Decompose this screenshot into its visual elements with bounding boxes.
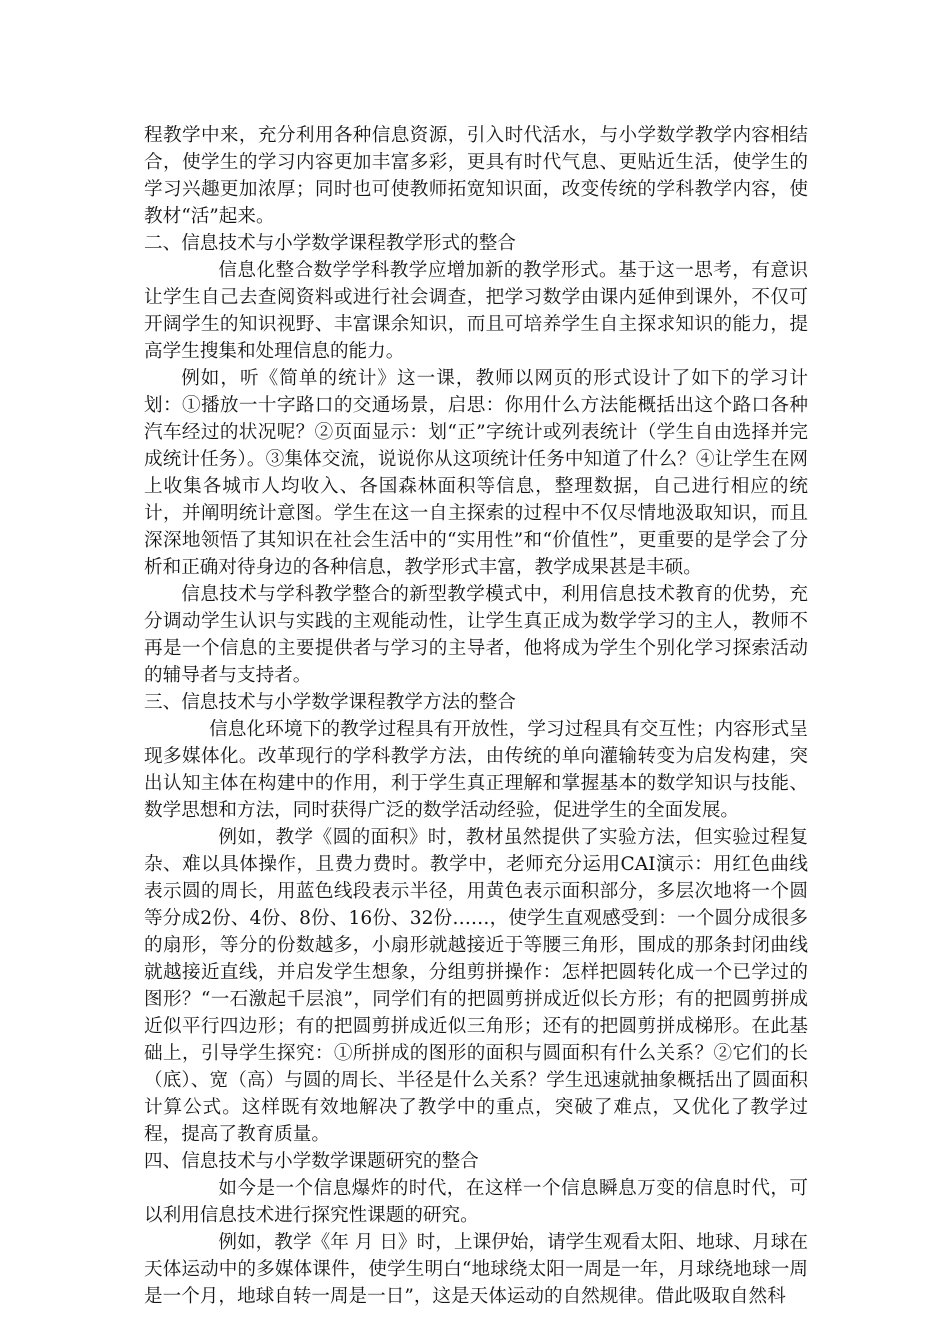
paragraph: 例如，教学《圆的面积》时，教材虽然提供了实验方法，但实验过程复杂、难以具体操作，且费力费时。教学中，老师充分运用CAI演示：用红色曲线表示圆的周长，用蓝色线段表示半径，用黄色表示面积部分，多层次地将一个圆等分成2份、4份、8份、16份、32份……，使学生直观感受到：一个圆分成很多的扇形，等分的份数越多，小扇形就越接近于等腰三角形，围成的那条封闭曲线就越接近直线，并启发学生想象，分组剪拼操作：怎样把圆转化成一个已学过的图形？“一石激起千层浪”，同学们有的把圆剪拼成近似长方形；有的把圆剪拼成近似平行四边形；有的把圆剪拼成近似三角形；还有的把圆剪拼成梯形。在此基础上，引导学生探究：①所拼成的图形的面积与圆面积有什么关系？②它们的长（底）、宽（高）与圆的周长、半径是什么关系？学生迅速就抽象概括出了圆面积计算公式。这样既有效地解决了教学中的重点，突破了难点，又优化了教学过程，提高了教育质量。	[144, 827, 808, 1145]
section-heading-2: 二、信息技术与小学数学课程教学形式的整合	[144, 233, 516, 254]
paragraph: 程教学中来，充分利用各种信息资源，引入时代活水，与小学数学教学内容相结合，使学生的学习内容更加丰富多彩，更具有时代气息、更贴近生活，使学生的学习兴趣更加浓厚；同时也可使教师拓宽知识面，改变传统的学科教学内容，使教材“活”起来。	[144, 125, 808, 227]
paragraph: 如今是一个信息爆炸的时代，在这样一个信息瞬息万变的信息时代，可以利用信息技术进行探究性课题的研究。	[144, 1178, 808, 1226]
document-page	[144, 122, 808, 1310]
paragraph: 例如，听《简单的统计》这一课，教师以网页的形式设计了如下的学习计划：①播放一十字路口的交通场景，启思：你用什么方法能概括出这个路口各种汽车经过的状况呢？②页面显示：划“正”字统计或列表统计（学生自由选择并完成统计任务）。③集体交流，说说你从这项统计任务中知道了什么？④让学生在网上收集各城市人均收入、各国森林面积等信息，整理数据，自己进行相应的统计，并阐明统计意图。学生在这一自主探索的过程中不仅尽情地汲取知识，而且深深地领悟了其知识在社会生活中的“实用性”和“价值性”，更重要的是学会了分析和正确对待身边的各种信息，教学形式丰富，教学成果甚是丰硕。	[144, 368, 808, 578]
paragraph: 信息技术与学科教学整合的新型教学模式中，利用信息技术教育的优势，充分调动学生认识与实践的主观能动性，让学生真正成为数学学习的主人，教师不再是一个信息的主要提供者与学习的主导者，他将成为学生个别化学习探索活动的辅导者与支持者。	[144, 584, 808, 686]
section-heading-4: 四、信息技术与小学数学课题研究的整合	[144, 1151, 479, 1172]
section-heading-3: 三、信息技术与小学数学课程教学方法的整合	[144, 692, 516, 713]
paragraph: 信息化整合数学学科教学应增加新的教学形式。基于这一思考，有意识让学生自己去查阅资料或进行社会调查，把学习数学由课内延伸到课外，不仅可开阔学生的知识视野、丰富课余知识，而且可培养学生自主探求知识的能力，提高学生搜集和处理信息的能力。	[144, 260, 808, 362]
paragraph: 信息化环境下的教学过程具有开放性，学习过程具有交互性；内容形式呈现多媒体化。改革现行的学科教学方法，由传统的单向灌输转变为启发构建，突出认知主体在构建中的作用，利于学生真正理解和掌握基本的数学知识与技能、数学思想和方法，同时获得广泛的数学活动经验，促进学生的全面发展。	[144, 719, 808, 821]
paragraph: 例如，教学《年 月 日》时，上课伊始，请学生观看太阳、地球、月球在天体运动中的多媒体课件，使学生明白“地球绕太阳一周是一年，月球绕地球一周是一个月，地球自转一周是一日”，这是天体运动的自然规律。借此吸取自然科	[144, 1232, 808, 1307]
